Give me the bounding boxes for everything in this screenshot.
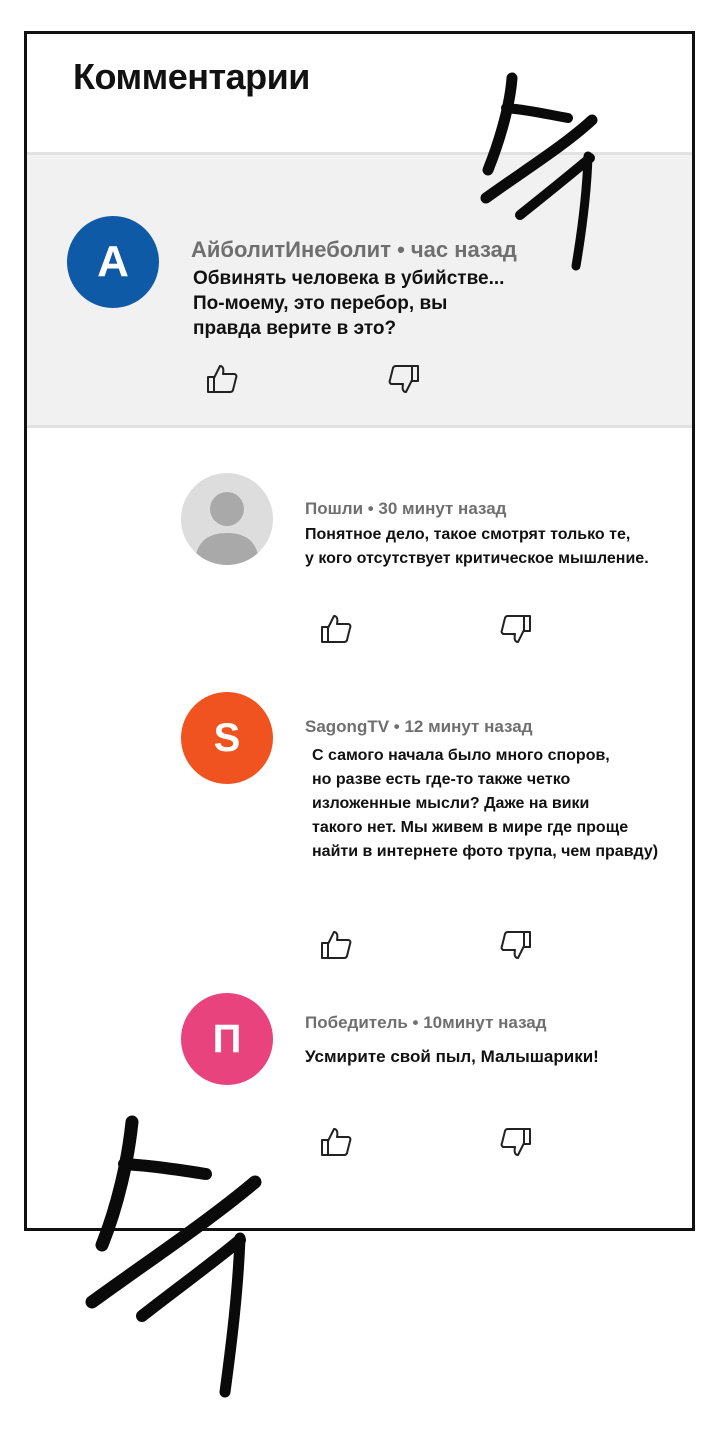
thumbs-down-icon[interactable] bbox=[499, 1125, 533, 1159]
avatar[interactable] bbox=[181, 692, 273, 784]
thumbs-down-icon[interactable] bbox=[499, 928, 533, 962]
thumbs-down-icon[interactable] bbox=[499, 612, 533, 646]
thumbs-up-icon[interactable] bbox=[319, 612, 353, 646]
comments-panel bbox=[24, 31, 695, 1231]
person-silhouette-icon bbox=[181, 473, 273, 565]
thumbs-up-icon[interactable] bbox=[319, 928, 353, 962]
avatar-letter: A bbox=[97, 237, 129, 286]
comment-text: Усмирите свой пыл, Малышарики! bbox=[305, 1047, 599, 1066]
avatar[interactable] bbox=[181, 993, 273, 1085]
comment-text: С самого начала было много споров, но разве есть где-то также четко изложенные мысли? Даже на вики такого нет. Мы живем в мире где проще найти в интернете фото трупа, чем правду) bbox=[312, 747, 659, 860]
avatar-letter: S bbox=[213, 715, 241, 760]
thumbs-down-icon[interactable] bbox=[387, 362, 421, 396]
avatar[interactable] bbox=[67, 216, 159, 308]
avatar-letter: П bbox=[212, 1016, 242, 1061]
comment-meta: SagongTV • 12 минут назад bbox=[305, 717, 533, 736]
comment-text: Понятное дело, такое смотрят только те, у кого отсутствует критическое мышление. bbox=[305, 526, 649, 567]
thumbs-up-icon[interactable] bbox=[319, 1125, 353, 1159]
comment-meta: Пошли • 30 минут назад bbox=[305, 499, 507, 518]
page-title: Комментарии bbox=[73, 56, 310, 97]
comment-text: Обвинять человека в убийстве... По-моему, это перебор, вы правда верите в это? bbox=[193, 268, 505, 339]
thumbs-up-icon[interactable] bbox=[205, 362, 239, 396]
comment-meta: АйболитИнеболит • час назад bbox=[191, 237, 517, 262]
comment-meta: Победитель • 10минут назад bbox=[305, 1013, 547, 1032]
avatar[interactable] bbox=[181, 473, 273, 565]
